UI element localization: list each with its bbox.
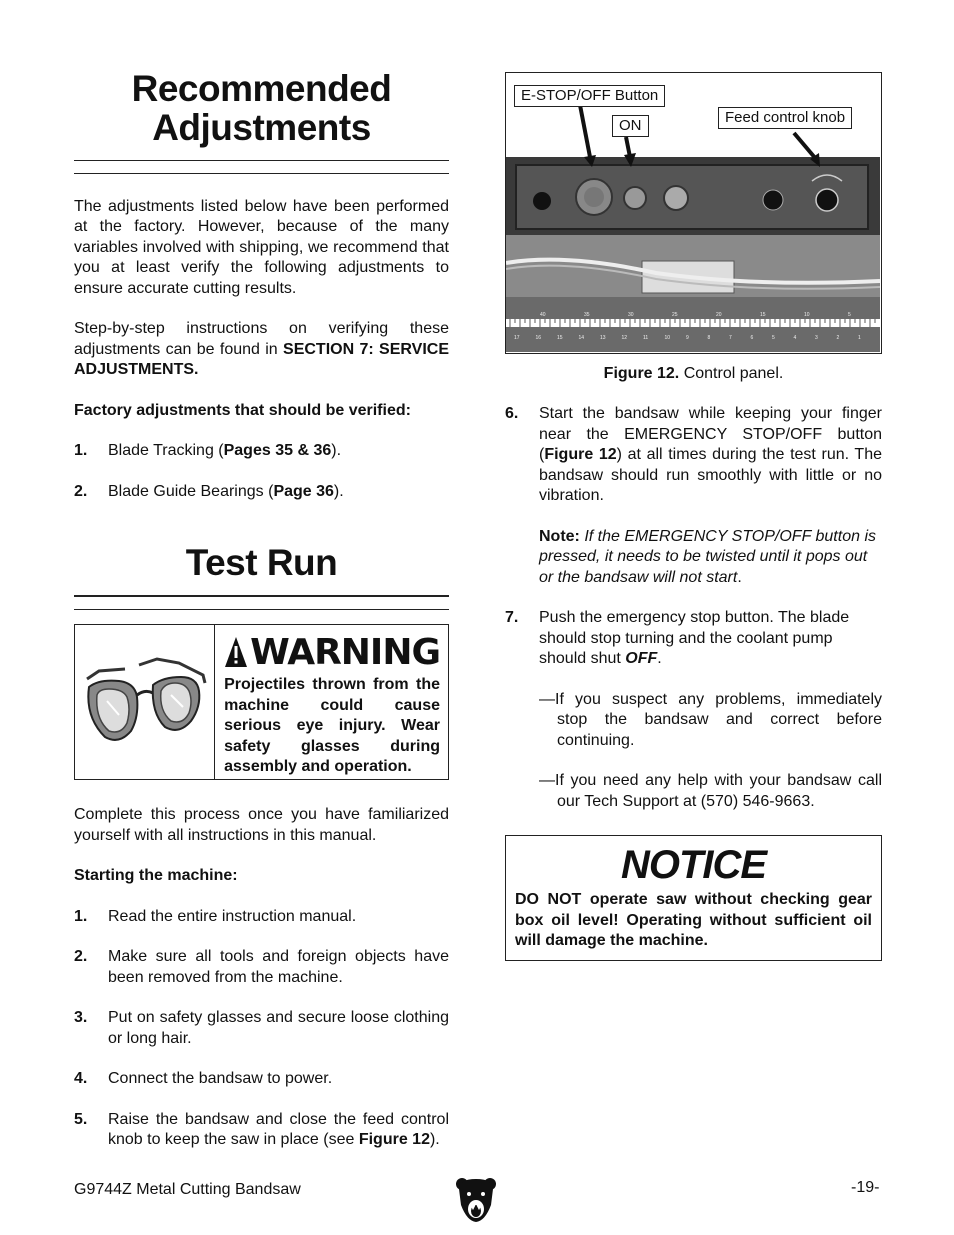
ruler-bottom-label: 6 — [750, 335, 754, 341]
left-column — [74, 70, 449, 1151]
notice-box — [505, 835, 882, 961]
ruler-top-label: 35 — [584, 312, 590, 318]
ruler-bottom-label: 17 — [514, 335, 520, 341]
grizzly-bear-logo-icon — [455, 1175, 497, 1223]
test-run-title: Test Run — [185, 542, 338, 584]
page-number: -19- — [851, 1179, 880, 1196]
ruler-bottom-label: 13 — [600, 335, 606, 341]
footer-model: G9744Z Metal Cutting Bandsaw — [74, 1181, 301, 1198]
ruler-bottom-label: 5 — [772, 335, 775, 341]
ruler-bottom-label: 2 — [836, 335, 840, 341]
ruler-bottom-label: 4 — [793, 335, 797, 341]
estop-callout: E-STOP/OFF Button — [514, 85, 665, 107]
ruler-bottom-label: 9 — [686, 335, 689, 341]
divider — [74, 609, 449, 610]
tech-support-item: —If you need any help with your bandsaw call our Tech Support at (570) 546-9663. — [539, 772, 882, 810]
notice-message: DO NOT operate saw without checking gear box oil level! Operating without sufficient oil will damage the machine. — [515, 891, 872, 949]
list-item: 3. Put on safety glasses and secure loose clothing or long hair. — [74, 1009, 449, 1047]
ruler-bottom-label: 14 — [578, 335, 585, 341]
ruler-bottom-label: 10 — [664, 335, 671, 341]
divider — [74, 173, 449, 174]
right-column — [505, 72, 882, 961]
list-item: 7. Push the emergency stop button. The blade should stop turning and the coolant pump should shut OFF. — [505, 609, 850, 667]
list-item: 4. Connect the bandsaw to power. — [74, 1070, 333, 1088]
warning-header: WARNING — [224, 629, 440, 675]
note: Note: If the EMERGENCY STOP/OFF button is pressed, it needs to be twisted until it pops out or the bandsaw will not start. — [539, 527, 876, 586]
ruler-top-label: 30 — [628, 312, 634, 318]
feed-control-callout: Feed control knob — [718, 107, 852, 129]
suspect-problems-item: —If you suspect any problems, immediately stop the bandsaw and correct before continuing. — [539, 690, 882, 749]
ruler-bottom-label: 12 — [621, 335, 628, 341]
ruler-bottom-label: 16 — [535, 335, 542, 341]
ruler-bottom-label: 8 — [707, 335, 711, 341]
steps-reference: Step-by-step instructions on verifying these adjustments can be found in SECTION 7: SERVICE ADJUSTMENTS. — [74, 320, 449, 379]
ruler-bottom-label: 11 — [643, 335, 649, 341]
warning-message: Projectiles thrown from the machine could cause serious eye injury. Wear safety glasses during assembly and operation. — [224, 676, 440, 776]
list-item: 6. Start the bandsaw while keeping your finger near the EMERGENCY STOP/OFF button (Figure 12) at all times during the test run. The bandsaw should run smoothly with little or no vibration. — [505, 405, 882, 504]
ruler-top-label: 40 — [540, 312, 546, 318]
warning-box — [74, 624, 449, 780]
on-callout: ON — [612, 115, 649, 137]
ruler-bottom-label: 1 — [858, 335, 861, 341]
ruler-top-label: 20 — [716, 312, 722, 318]
list-item: 2. Blade Guide Bearings (Page 36). — [74, 482, 344, 500]
list-item: 2. Make sure all tools and foreign objects have been removed from the machine. — [74, 948, 449, 986]
ruler-bottom-label: 15 — [557, 335, 563, 341]
ruler-top-label: 15 — [760, 312, 766, 318]
list-item: 1. Read the entire instruction manual. — [74, 907, 357, 925]
starting-heading: Starting the machine: — [74, 867, 238, 885]
divider — [74, 595, 449, 597]
factory-heading: Factory adjustments that should be verified: — [74, 401, 411, 419]
divider — [74, 160, 449, 161]
ruler-top-label: 5 — [848, 312, 851, 318]
warning-triangle-icon — [224, 635, 248, 669]
recommended-adjustments-title: Recommended Adjustments — [131, 68, 392, 148]
ruler-top-label: 25 — [672, 312, 678, 318]
list-item: 5. Raise the bandsaw and close the feed control knob to keep the saw in place (see Figure 12). — [74, 1110, 449, 1149]
list-item: 1. Blade Tracking (Pages 35 & 36). — [74, 442, 342, 460]
ruler-bottom-label: 7 — [729, 335, 732, 341]
safety-glasses-icon — [79, 657, 211, 747]
ruler-top-label: 10 — [804, 312, 810, 318]
warning-content — [215, 625, 448, 779]
figure-caption: Figure 12. Control panel. — [603, 365, 784, 382]
ruler-bottom-label: 3 — [815, 335, 818, 341]
safety-glasses-image — [75, 625, 215, 779]
notice-header: NOTICE — [620, 843, 767, 887]
recommended-intro: The adjustments listed below have been performed at the factory. However, because of the many variables involved with shipping, we recommend that you at least verify the following adjustments to ensure accurate cutting results. — [74, 197, 449, 297]
test-run-intro: Complete this process once you have familiarized yourself with all instructions in this manual. — [74, 806, 449, 844]
control-panel-photo — [505, 72, 882, 354]
